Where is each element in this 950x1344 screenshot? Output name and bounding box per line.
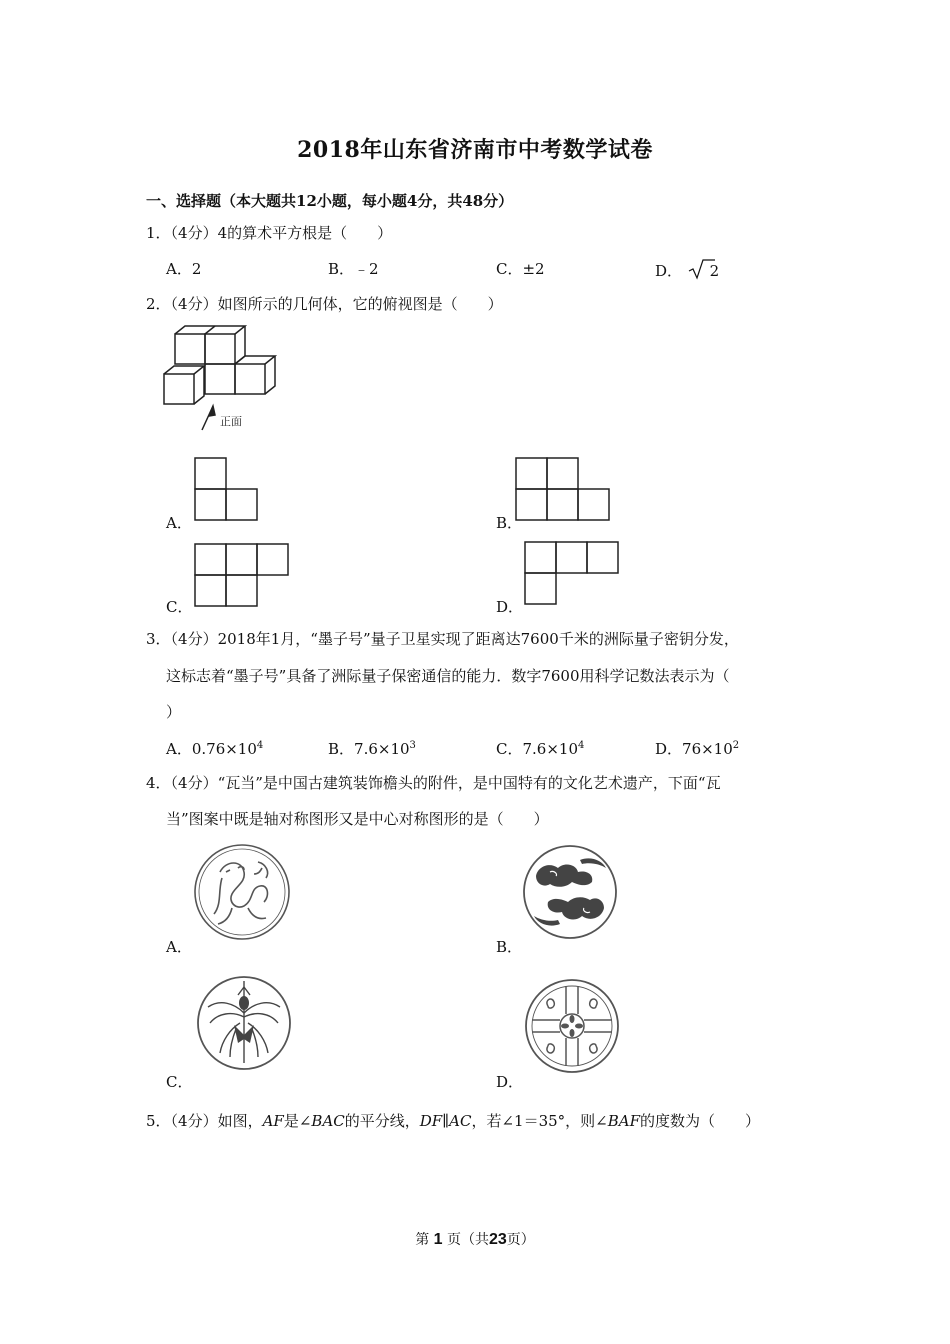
q4-option-a: A． [166,938,192,956]
sqrt-radicand: 2 [709,262,720,280]
question-5-stem: 5．（4分）如图，AF是∠BAC的平分线，DF∥AC，若∠1＝35°，则∠BAF的度数为（ ） [146,1112,761,1130]
section-heading: 一、选择题（本大题共12小题，每小题4分，共48分） [146,192,514,210]
solid-figure [160,322,280,432]
q1-option-b: B．﹣2 [328,260,379,278]
q3-option-a: A．$0.76\times 10^4$ [166,740,264,758]
q2-option-c: C． [166,598,193,616]
q1-option-d: D． 2 [655,258,729,282]
page-footer: 第 1 页（共23页） [415,1231,535,1248]
paper-title: 2018年山东省济南市中考数学试卷 [297,137,653,163]
q2-option-a: A． [166,514,192,532]
q2-option-b: B． [496,514,523,532]
question-4-line-2: 当”图案中既是轴对称图形又是中心对称图形的是（ ） [166,810,549,828]
q2-view-a [194,457,260,523]
wadang-b-image [520,842,620,942]
total-page-count: 23 [489,1231,507,1248]
q3-option-b: B．$7.6\times 10^3$ [328,740,416,758]
wadang-c-image [194,973,294,1073]
q2-view-b [515,457,611,523]
q1-option-c: C．±2 [496,260,545,278]
q4-option-d: D． [496,1073,524,1091]
wadang-a-image [192,842,292,942]
current-page-number: 1 [433,1231,443,1248]
q4-option-b: B． [496,938,523,956]
q2-view-c [194,543,290,609]
q3-option-c: C．$7.6\times 10^4$ [496,740,585,758]
q2-view-d [524,541,620,607]
question-1-stem: 1．（4分）4的算术平方根是（ ） [146,224,393,242]
front-view-label: 正面 [220,415,242,428]
question-3-line-1: 3．（4分）2018年1月，“墨子号”量子卫星实现了距离达7600千米的洲际量子密钥分发， [146,630,739,648]
question-4-line-1: 4．（4分）“瓦当”是中国古建筑装饰檐头的附件，是中国特有的文化艺术遗产，下面“瓦 [146,774,721,792]
wadang-d-image [522,976,622,1076]
question-2-stem: 2．（4分）如图所示的几何体，它的俯视图是（ ） [146,295,503,313]
question-3-line-2: 这标志着“墨子号”具备了洲际量子保密通信的能力．数字7600用科学记数法表示为（ [166,667,730,685]
q2-option-d: D． [496,598,524,616]
q1-option-a: A．2 [166,260,202,278]
q3-option-d: D．$76\times 10^2$ [655,740,740,758]
question-3-line-3: ） [166,703,182,721]
q4-option-c: C． [166,1073,193,1091]
